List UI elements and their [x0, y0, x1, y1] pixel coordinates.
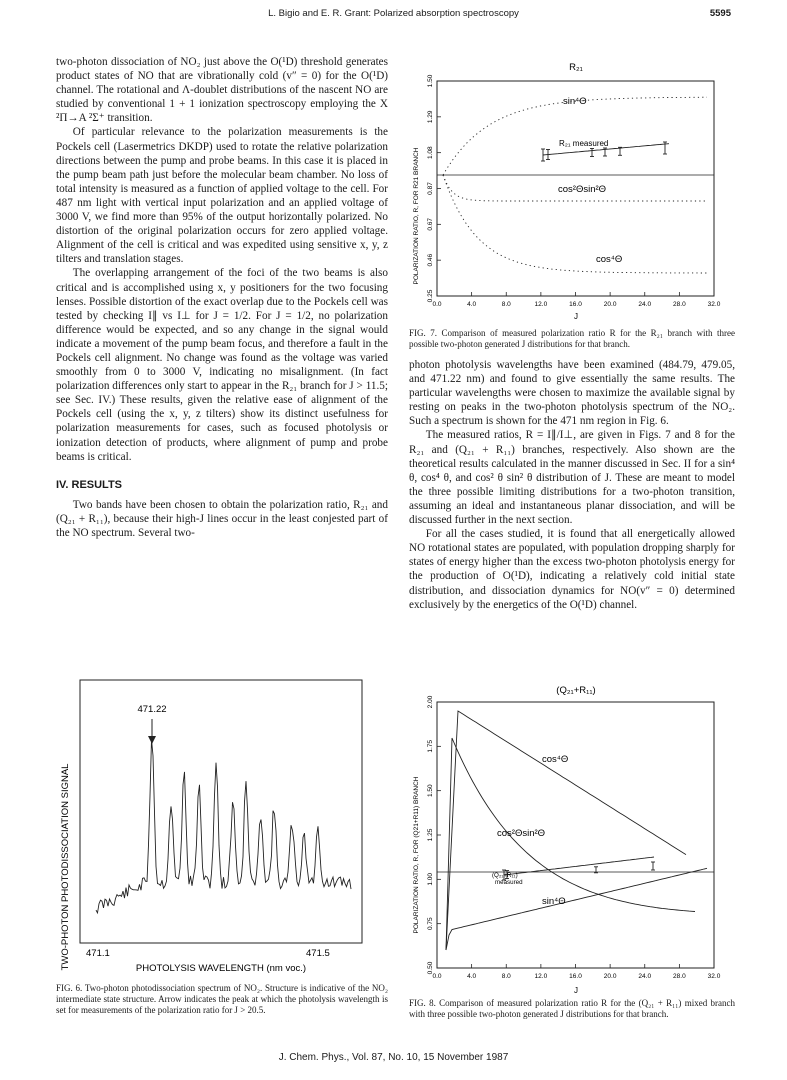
fig6-xlabel: PHOTOLYSIS WAVELENGTH (nm voc.): [135, 963, 307, 974]
paragraph: Two bands have been chosen to obtain the polarization ratio, R₂₁ and (Q₂₁ + R₁₁), because their high-J lines occur in the least conjested part of the NO spectrum. Several two-: [56, 498, 388, 539]
fig8-label-cos2sin2: cos²Θsin²Θ: [497, 828, 546, 839]
fig8-ylabel: POLARIZATION RATIO, R, FOR (Q21+R11) BRANCH: [413, 776, 420, 934]
fig7-xtick-label: 8.0: [501, 301, 511, 308]
fig8-caption: FIG. 8. Comparison of measured polarization ratio R for the (Q₂₁ + R₁₁) mixed branch with three possible two-photon generated J distributions for that branch.: [409, 998, 735, 1020]
fig8-xtick-label: 8.0: [501, 973, 511, 980]
fig8-ytick-label: 1.25: [427, 828, 434, 842]
fig8-y-ticks: [427, 695, 441, 974]
fig7-ytick-label: 1.08: [427, 146, 434, 159]
fig8-error-bars: [502, 862, 655, 880]
paragraph: photon photolysis wavelengths have been examined (484.79, 479.05, and 471.22 nm) and found to give essentially the same results. The particular wavelengths were chosen to maximize the available signal by resting on peaks in the two-photon photolysis spectrum of the NO₂. Such a spectrum is shown for the 471 nm region in Fig. 6.: [409, 359, 735, 428]
running-title: L. Bigio and E. R. Grant: Polarized absorption spectroscopy: [268, 8, 519, 19]
fig7-xtick-label: 20.0: [603, 301, 617, 308]
paragraph: The measured ratios, R = I∥/I⊥, are given in Figs. 7 and 8 for the R₂₁ and (Q₂₁ + R₁₁) branches, respectively. Also shown are the theoretical results calculated in the manner discussed in Sec. II for a sin⁴ θ, cos⁴ θ, and cos² θ sin² θ distribution of J. These are meant to model the three possible limiting distributions for a two-photon transition, assuming an ideal and instantaneous planar dissociation, and will be discussed further in the next section.: [409, 429, 735, 527]
fig8-ytick-label: 1.75: [427, 740, 434, 753]
paragraph: For all the cases studied, it is found that all energetically allowed NO rotational states are populated, with population dropping sharply for states of energy higher than the excess two-photon photolysis energy for the production of O(¹D), indicating a relatively cold initial state distribution, and dissociation dynamics for NO(v″ = 0) determined exclusively by the energetics of the O(¹D) channel.: [409, 528, 735, 611]
fig8-ytick-label: 1.50: [427, 784, 434, 797]
paragraph: two-photon dissociation of NO₂ just above the O(¹D) threshold generates product states of NO that are vibrationally cold (v″ = 0) for the O(¹D) channel. The rotational and Λ-doublet distributions of the nascent NO are studied by conventional 1 + 1 ionization spectroscopy employing the X ²Π→A ²Σ⁺ transition.: [56, 56, 388, 125]
fig8-label-cos4: cos⁴Θ: [542, 754, 569, 765]
figure-6: [56, 672, 391, 1007]
fig6-frame: [80, 680, 362, 943]
fig7-xtick-label: 12.0: [534, 301, 548, 308]
fig8-frame: [437, 702, 714, 968]
fig7-xlabel: J: [574, 312, 578, 321]
fig7-label-measured: R₂₁ measured: [559, 139, 609, 148]
fig7-sin4-curve: [443, 97, 707, 175]
fig7-x-ticks: [432, 292, 720, 308]
fig7-caption: FIG. 7. Comparison of measured polarization ratio R for the R₂₁ branch with three possible two-photon generated J distributions for that branch.: [409, 328, 735, 350]
fig7-xtick-label: 28.0: [673, 301, 686, 308]
fig7-ytick-label: 0.67: [427, 218, 434, 231]
fig7-ylabel: POLARIZATION RATIO, R, FOR R21 BRANCH: [413, 147, 420, 285]
fig7-ytick-label: 0.46: [427, 253, 434, 267]
fig6-tick-left: 471.1: [86, 948, 110, 959]
right-column: [409, 358, 735, 612]
fig7-ytick-label: 1.50: [427, 74, 434, 88]
fig8-ytick-label: 1.00: [427, 873, 434, 886]
fig7-title: R₂₁: [569, 62, 583, 73]
fig8-xtick-label: 4.0: [467, 973, 477, 980]
fig7-ytick-label: 1.29: [427, 110, 434, 124]
figure-8: [410, 680, 735, 998]
fig6-tick-right: 471.5: [306, 948, 330, 959]
fig8-x-ticks: [432, 964, 720, 980]
figure-7: [410, 56, 735, 324]
fig8-xtick-label: 20.0: [603, 973, 617, 980]
fig7-label-sin4: sin⁴Θ: [563, 96, 587, 107]
fig7-xtick-label: 4.0: [467, 301, 477, 308]
left-column: [56, 55, 388, 540]
fig7-label-cos4: cos⁴Θ: [596, 254, 623, 265]
fig8-xtick-label: 0.0: [432, 973, 442, 980]
journal-footer: J. Chem. Phys., Vol. 87, No. 10, 15 November 1987: [278, 1052, 509, 1063]
fig8-label-sin4: sin⁴Θ: [542, 896, 566, 907]
fig7-xtick-label: 0.0: [432, 301, 442, 308]
fig7-xtick-label: 32.0: [707, 301, 721, 308]
fig7-y-ticks: [427, 74, 441, 302]
fig8-cos2sin2-curve: [446, 738, 695, 950]
section-heading: IV. RESULTS: [56, 478, 123, 491]
fig7-ytick-label: 0.25: [427, 289, 434, 303]
fig8-xtick-label: 28.0: [673, 973, 686, 980]
fig8-xtick-label: 12.0: [534, 973, 548, 980]
fig6-caption: FIG. 6. Two-photon photodissociation spectrum of NO₂. Structure is indicative of the NO₂ intermediate state structure. Arrow indicates the peak at which the photolysis wavelength is set for measurements of the polarization ratio for J > 20.5.: [56, 983, 388, 1016]
fig8-label-measured1: (Q₂₁+R₁₁): [492, 872, 518, 879]
paragraph: Of particular relevance to the polarization measurements is the Pockels cell (Lasermetrics DKDP) used to rotate the relative polarization directions between the pump and probe beams. In this case it is placed in the pump beam path just before the molecular beam chamber. No loss of total intensity is measured as a function of applied voltage to the cell. For 487 nm light with vertical input polarization and an applied voltage of 3000 V, we find more than 95% of the output horizontally polarized. No distortion of the original polarization occurs for zero applied voltage. Alignment of the cell is critical and was expedited using sensitive x, y, z tilters and translation stages.: [56, 126, 388, 266]
fig8-ytick-label: 0.75: [427, 917, 434, 930]
fig6-peak-label: 471.22: [137, 704, 167, 715]
fig8-xtick-label: 24.0: [638, 973, 652, 980]
fig7-xtick-label: 16.0: [569, 301, 582, 308]
fig8-label-measured2: measured: [495, 879, 523, 886]
fig8-xtick-label: 16.0: [569, 973, 582, 980]
paragraph: The overlapping arrangement of the foci of the two beams is also critical and is accomplished using x, y positioners for the two focusing lenses. Possible distortion of the exact overlap due to the Pockels cell was tested by checking I∥ vs I⊥ for J = 1/2. For J = 1/2, no polarization difference would be expected, and so any change in the signal would indicate a movement of the pump beam focus, and therefore a fault in the Pockels cell alignment. No change was found as the voltage was varied smoothly from 0 to 3000 V, indicating no misalignment. (In fact polarization differences only start to appear in the R₂₁ branch for J > 11.5; see Sec. IV.) These results, given the relative ease of alignment of the Pockels cell (using the x, y, z tilters) show its distinct usefulness for polarization measurements for cases, such as focused photolysis or ionization detection of products, where alignment of pump and probe beams is critical.: [56, 267, 388, 463]
fig8-xtick-label: 32.0: [707, 973, 721, 980]
fig6-spectrum-trace: [96, 740, 351, 913]
running-header: [56, 8, 731, 24]
fig6-ylabel: TWO-PHOTON PHOTODISSOCIATION SIGNAL: [60, 763, 71, 971]
fig8-title: (Q₂₁+R₁₁): [556, 685, 596, 696]
fig8-ytick-label: 0.50: [427, 961, 434, 975]
fig7-label-cos2sin2: cos²Θsin²Θ: [558, 184, 607, 195]
fig6-arrow-head: [148, 736, 156, 744]
fig8-cos4-curve: [446, 711, 686, 950]
fig8-ytick-label: 2.00: [427, 695, 434, 709]
page-number: 5595: [709, 8, 731, 19]
fig8-xlabel: J: [574, 986, 578, 995]
fig7-ytick-label: 0.87: [427, 182, 434, 195]
fig7-xtick-label: 24.0: [638, 301, 652, 308]
